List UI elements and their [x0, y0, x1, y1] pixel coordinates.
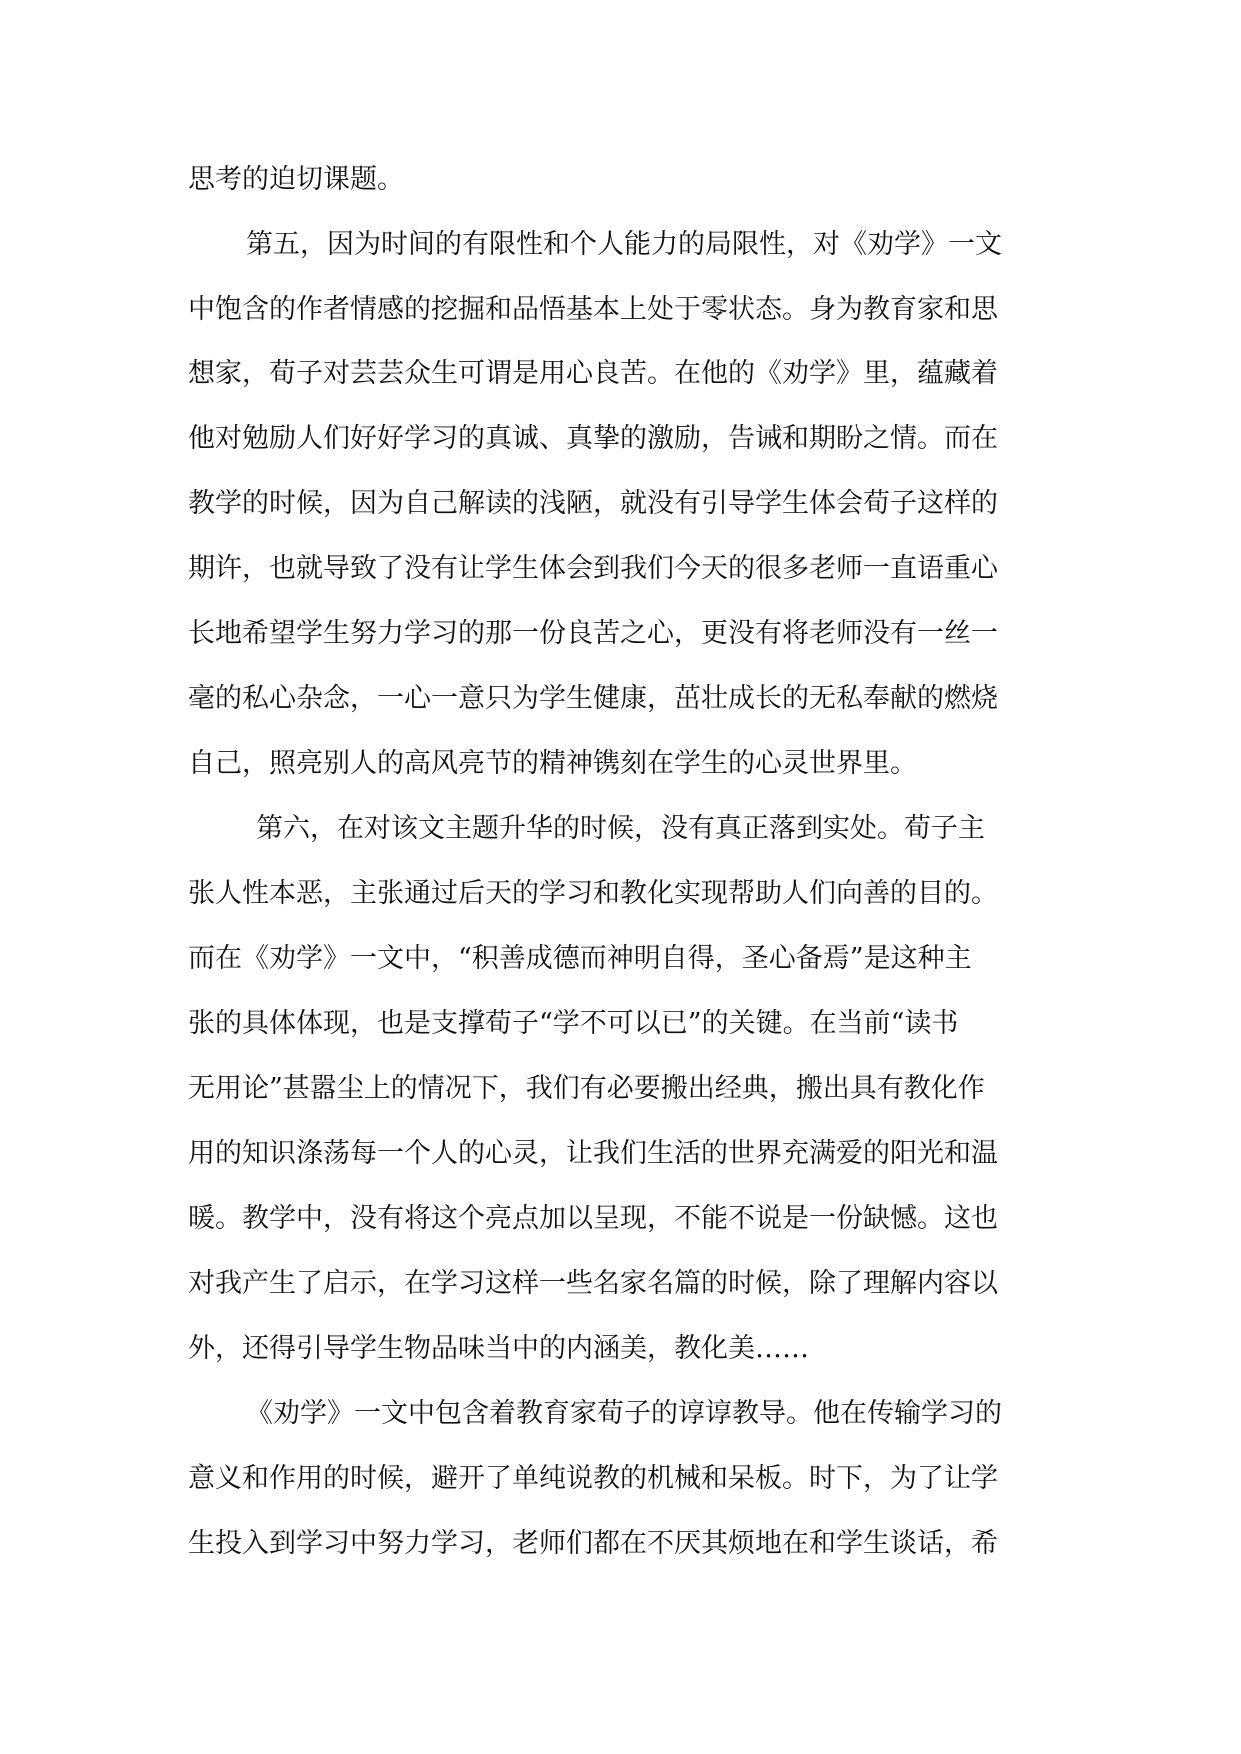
text-line: 对我产生了启示，在学习这样一些名家名篇的时候，除了理解内容以: [188, 1268, 998, 1299]
text-line: 用的知识涤荡每一个人的心灵，让我们生活的世界充满爱的阳光和温: [188, 1138, 998, 1169]
text-line: 思考的迫切课题。: [188, 164, 404, 195]
text-line: 外，还得引导学生物品味当中的内涵美，教化美……: [188, 1333, 809, 1364]
text-line: 无用论”甚嚣尘上的情况下，我们有必要搬出经典，搬出具有教化作: [188, 1073, 985, 1104]
text-line: 长地希望学生努力学习的那一份良苦之心，更没有将老师没有一丝一: [188, 618, 998, 649]
text-line: 《劝学》一文中包含着教育家荀子的谆谆教导。他在传输学习的: [246, 1398, 1002, 1429]
text-line: 中饱含的作者情感的挖掘和品悟基本上处于零状态。身为教育家和思: [188, 294, 998, 325]
text-line: 教学的时候，因为自己解读的浅陋，就没有引导学生体会荀子这样的: [188, 488, 998, 519]
text-line: 想家，荀子对芸芸众生可谓是用心良苦。在他的《劝学》里，蕴藏着: [188, 358, 998, 389]
text-line: 意义和作用的时候，避开了单纯说教的机械和呆板。时下，为了让学: [188, 1463, 998, 1494]
text-line: 毫的私心杂念，一心一意只为学生健康，茁壮成长的无私奉献的燃烧: [188, 683, 998, 714]
text-line: 期许，也就导致了没有让学生体会到我们今天的很多老师一直语重心: [188, 553, 998, 584]
text-line: 他对勉励人们好好学习的真诚、真挚的激励，告诫和期盼之情。而在: [188, 423, 998, 454]
text-line: 第六，在对该文主题升华的时候，没有真正落到实处。荀子主: [256, 813, 985, 844]
text-line: 暖。教学中，没有将这个亮点加以呈现，不能不说是一份缺憾。这也: [188, 1203, 998, 1234]
text-line: 生投入到学习中努力学习，老师们都在不厌其烦地在和学生谈话，希: [188, 1528, 998, 1559]
text-line: 而在《劝学》一文中，“积善成德而神明自得，圣心备焉”是这种主: [188, 943, 972, 974]
text-line: 第五，因为时间的有限性和个人能力的局限性，对《劝学》一文: [246, 229, 1002, 260]
text-line: 张人性本恶，主张通过后天的学习和教化实现帮助人们向善的目的。: [188, 878, 998, 909]
text-line: 张的具体体现，也是支撑荀子“学不可以已”的关键。在当前“读书: [188, 1008, 959, 1039]
text-line: 自己，照亮别人的高风亮节的精神镌刻在学生的心灵世界里。: [188, 748, 917, 779]
